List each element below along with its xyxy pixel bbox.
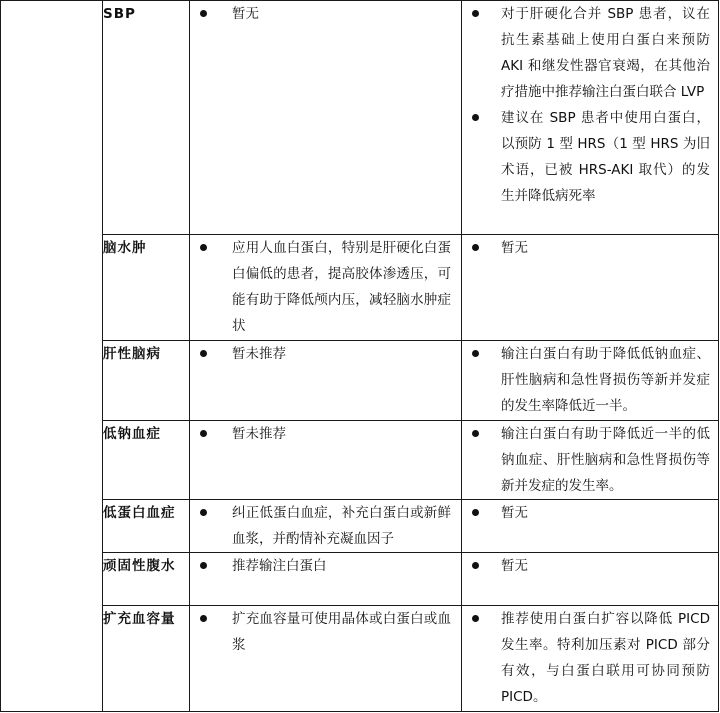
- list-item: [190, 235, 461, 339]
- bullet-icon: [472, 615, 479, 622]
- bullet-icon: [472, 244, 479, 251]
- bullet-text: 输注白蛋白有助于降低近一半的低钠血症、肝性脑病和急性肾损伤等新并发症的发生率。: [501, 426, 710, 494]
- table-row-hypoproteinemia: [1, 500, 719, 553]
- list-item: [462, 1, 718, 105]
- list-item: [462, 235, 718, 261]
- bullet-text: 推荐使用白蛋白扩容以降低 PICD 发生率。特利加压素对 PICD 部分有效，与白蛋白联用可协同预防 PICD。: [501, 611, 710, 705]
- bullet-text: 暂无: [501, 505, 528, 521]
- bullet-icon: [472, 562, 479, 569]
- row-label-hepatic-encephalopathy: 肝性脑病: [103, 341, 190, 421]
- bullet-icon: [200, 615, 207, 622]
- col1-cell-volume-expansion: [190, 606, 462, 712]
- bullet-icon: [472, 430, 479, 437]
- list-item: [190, 1, 461, 27]
- col2-cell-brain-edema: [462, 235, 719, 341]
- bullet-text: 输注白蛋白有助于降低低钠血症、肝性脑病和急性肾损伤等新并发症的发生率降低近一半。: [501, 346, 710, 414]
- bullet-text: 暂无: [232, 6, 259, 22]
- bullet-text: 纠正低蛋白血症，补充白蛋白或新鲜血浆，并酌情补充凝血因子: [232, 505, 451, 547]
- bullet-text: 暂无: [501, 558, 528, 574]
- bullet-icon: [472, 509, 479, 516]
- col2-cell-hypoproteinemia: [462, 500, 719, 553]
- list-item: [190, 500, 461, 552]
- bullet-text: 扩充血容量可使用晶体或白蛋白或血浆: [232, 611, 451, 653]
- list-item: [462, 553, 718, 579]
- col2-cell-volume-expansion: [462, 606, 719, 712]
- bullet-icon: [200, 562, 207, 569]
- bullet-icon: [200, 10, 207, 17]
- table-row-sbp: [1, 1, 719, 235]
- list-item: [462, 500, 718, 526]
- bullet-text: 暂无: [501, 240, 528, 256]
- bullet-text: 暂未推荐: [232, 346, 286, 362]
- row-label-sbp: SBP: [103, 1, 190, 235]
- col1-cell-hypoproteinemia: [190, 500, 462, 553]
- col2-cell-refractory-ascites: [462, 553, 719, 606]
- list-item: [462, 421, 718, 499]
- col1-cell-refractory-ascites: [190, 553, 462, 606]
- list-item: [190, 421, 461, 447]
- bullet-icon: [200, 244, 207, 251]
- list-item: [462, 606, 718, 710]
- col1-cell-sbp: [190, 1, 462, 235]
- list-item: [462, 105, 718, 209]
- bullet-text: 推荐输注白蛋白: [232, 558, 327, 574]
- col1-cell-hyponatremia: [190, 421, 462, 500]
- blank-column-cell: [1, 1, 103, 712]
- list-item: [190, 341, 461, 367]
- list-item: [462, 341, 718, 419]
- bullet-icon: [200, 509, 207, 516]
- table-row-brain-edema: [1, 235, 719, 341]
- col2-cell-sbp: [462, 1, 719, 235]
- list-item: [190, 606, 461, 658]
- bullet-icon: [200, 350, 207, 357]
- bullet-text: 建议在 SBP 患者中使用白蛋白，以预防 1 型 HRS（1 型 HRS 为旧术语，已被 HRS-AKI 取代）的发生并降低病死率: [501, 110, 710, 204]
- bullet-icon: [200, 430, 207, 437]
- row-label-brain-edema: 脑水肿: [103, 235, 190, 341]
- row-label-hyponatremia: 低钠血症: [103, 421, 190, 500]
- table-row-hyponatremia: [1, 421, 719, 500]
- table-row-volume-expansion: [1, 606, 719, 712]
- bullet-text: 对于肝硬化合并 SBP 患者，议在抗生素基础上使用白蛋白来预防 AKI 和继发性器官衰竭，在其他治疗措施中推荐输注白蛋白联合 LVP: [501, 6, 710, 100]
- col2-cell-hepatic-encephalopathy: [462, 341, 719, 421]
- bullet-icon: [472, 350, 479, 357]
- col1-cell-brain-edema: [190, 235, 462, 341]
- table-row-refractory-ascites: [1, 553, 719, 606]
- bullet-icon: [472, 114, 479, 121]
- table-row-hepatic-encephalopathy: [1, 341, 719, 421]
- row-label-refractory-ascites: 顽固性腹水: [103, 553, 190, 606]
- bullet-icon: [472, 10, 479, 17]
- row-label-hypoproteinemia: 低蛋白血症: [103, 500, 190, 553]
- list-item: [190, 553, 461, 579]
- bullet-text: 暂未推荐: [232, 426, 286, 442]
- col1-cell-hepatic-encephalopathy: [190, 341, 462, 421]
- bullet-text: 应用人血白蛋白，特别是肝硬化白蛋白偏低的患者，提高胶体渗透压，可能有助于降低颅内压，减轻脑水肿症状: [232, 240, 451, 334]
- row-label-volume-expansion: 扩充血容量: [103, 606, 190, 712]
- col2-cell-hyponatremia: [462, 421, 719, 500]
